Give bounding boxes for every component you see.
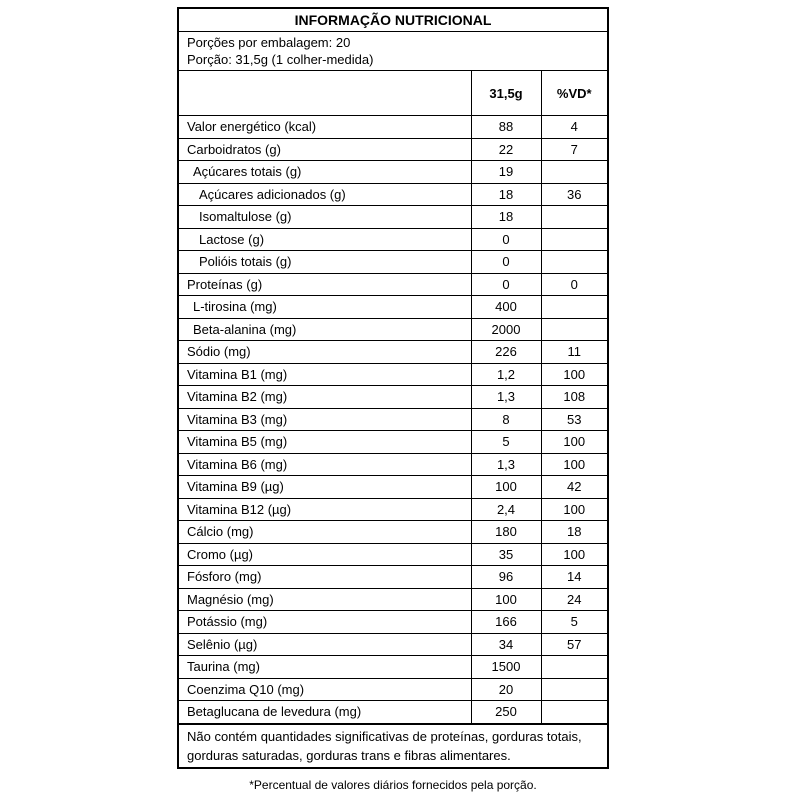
nutrient-value: 1,2 bbox=[471, 363, 541, 386]
table-row bbox=[179, 138, 607, 161]
nutrient-value: 2000 bbox=[471, 318, 541, 341]
table-row bbox=[179, 161, 607, 184]
column-header-row bbox=[179, 71, 607, 116]
nutrient-name: Vitamina B6 (mg) bbox=[179, 453, 471, 476]
nutrient-name: Betaglucana de levedura (mg) bbox=[179, 701, 471, 724]
table-row bbox=[179, 633, 607, 656]
nutrient-name: Vitamina B12 (µg) bbox=[179, 498, 471, 521]
nutrient-dv: 100 bbox=[541, 543, 607, 566]
nutrient-dv: 36 bbox=[541, 183, 607, 206]
table-row bbox=[179, 228, 607, 251]
nutrient-name: Valor energético (kcal) bbox=[179, 116, 471, 139]
nutrient-dv bbox=[541, 318, 607, 341]
nutrient-value: 400 bbox=[471, 296, 541, 319]
table-row bbox=[179, 588, 607, 611]
serving-size: Porção: 31,5g (1 colher-medida) bbox=[187, 52, 374, 67]
servings-per-package: Porções por embalagem: 20 bbox=[187, 35, 351, 50]
nutrient-value: 2,4 bbox=[471, 498, 541, 521]
table-row bbox=[179, 206, 607, 229]
table-row bbox=[179, 476, 607, 499]
nutrient-value: 35 bbox=[471, 543, 541, 566]
nutrient-dv: 100 bbox=[541, 431, 607, 454]
nutrient-name: Vitamina B5 (mg) bbox=[179, 431, 471, 454]
table-row bbox=[179, 701, 607, 724]
nutrient-name: Fósforo (mg) bbox=[179, 566, 471, 589]
nutrient-dv: 100 bbox=[541, 498, 607, 521]
table-row bbox=[179, 116, 607, 139]
nutrient-name: Vitamina B1 (mg) bbox=[179, 363, 471, 386]
nutrient-dv bbox=[541, 206, 607, 229]
nutrient-value: 100 bbox=[471, 588, 541, 611]
dv-footnote: *Percentual de valores diários fornecidos pela porção. bbox=[249, 778, 537, 792]
footer-statement: Não contém quantidades significativas de proteínas, gorduras totais, gorduras saturadas, gorduras trans e fibras alimentares. bbox=[179, 724, 607, 767]
nutrient-dv: 4 bbox=[541, 116, 607, 139]
nutrient-dv: 11 bbox=[541, 341, 607, 364]
table-row bbox=[179, 386, 607, 409]
nutrient-name: Isomaltulose (g) bbox=[179, 206, 471, 229]
table-title: INFORMAÇÃO NUTRICIONAL bbox=[179, 9, 607, 32]
nutrient-value: 96 bbox=[471, 566, 541, 589]
nutrient-name: Lactose (g) bbox=[179, 228, 471, 251]
nutrient-value: 0 bbox=[471, 251, 541, 274]
nutrient-name: Açúcares adicionados (g) bbox=[179, 183, 471, 206]
table-row bbox=[179, 273, 607, 296]
table-row bbox=[179, 611, 607, 634]
serving-info bbox=[179, 32, 607, 71]
nutrient-value: 20 bbox=[471, 678, 541, 701]
table-row bbox=[179, 431, 607, 454]
table-row bbox=[179, 566, 607, 589]
table-row bbox=[179, 341, 607, 364]
nutrient-dv bbox=[541, 678, 607, 701]
table-row bbox=[179, 363, 607, 386]
nutrition-facts-table bbox=[177, 7, 609, 769]
nutrient-dv bbox=[541, 161, 607, 184]
nutrient-value: 1,3 bbox=[471, 386, 541, 409]
nutrient-dv: 5 bbox=[541, 611, 607, 634]
nutrient-value: 180 bbox=[471, 521, 541, 544]
table-row bbox=[179, 408, 607, 431]
nutrient-name: Cálcio (mg) bbox=[179, 521, 471, 544]
nutrient-name: Carboidratos (g) bbox=[179, 138, 471, 161]
nutrient-value: 18 bbox=[471, 206, 541, 229]
nutrient-name: Magnésio (mg) bbox=[179, 588, 471, 611]
nutrient-dv: 53 bbox=[541, 408, 607, 431]
nutrient-name: Proteínas (g) bbox=[179, 273, 471, 296]
table-row bbox=[179, 543, 607, 566]
nutrient-value: 8 bbox=[471, 408, 541, 431]
table-row bbox=[179, 521, 607, 544]
table-row bbox=[179, 296, 607, 319]
nutrient-value: 0 bbox=[471, 273, 541, 296]
nutrient-name: Potássio (mg) bbox=[179, 611, 471, 634]
nutrient-dv: 100 bbox=[541, 453, 607, 476]
header-dv: %VD* bbox=[541, 71, 607, 116]
nutrient-value: 18 bbox=[471, 183, 541, 206]
nutrient-name: L-tirosina (mg) bbox=[179, 296, 471, 319]
nutrient-value: 88 bbox=[471, 116, 541, 139]
nutrient-value: 0 bbox=[471, 228, 541, 251]
nutrient-dv: 18 bbox=[541, 521, 607, 544]
nutrient-value: 100 bbox=[471, 476, 541, 499]
nutrient-value: 1500 bbox=[471, 656, 541, 679]
nutrient-name: Selênio (µg) bbox=[179, 633, 471, 656]
nutrient-dv bbox=[541, 701, 607, 724]
nutrient-name: Vitamina B3 (mg) bbox=[179, 408, 471, 431]
nutrient-value: 166 bbox=[471, 611, 541, 634]
nutrient-value: 19 bbox=[471, 161, 541, 184]
nutrient-value: 250 bbox=[471, 701, 541, 724]
nutrient-dv: 14 bbox=[541, 566, 607, 589]
table-row bbox=[179, 656, 607, 679]
nutrient-dv: 42 bbox=[541, 476, 607, 499]
table-row bbox=[179, 498, 607, 521]
nutrient-name: Vitamina B9 (µg) bbox=[179, 476, 471, 499]
table-row bbox=[179, 183, 607, 206]
nutrient-value: 22 bbox=[471, 138, 541, 161]
nutrient-dv: 108 bbox=[541, 386, 607, 409]
nutrient-dv: 0 bbox=[541, 273, 607, 296]
nutrient-name: Coenzima Q10 (mg) bbox=[179, 678, 471, 701]
nutrient-table bbox=[179, 71, 607, 724]
nutrient-dv bbox=[541, 251, 607, 274]
nutrient-name: Vitamina B2 (mg) bbox=[179, 386, 471, 409]
nutrient-dv: 24 bbox=[541, 588, 607, 611]
nutrient-name: Açúcares totais (g) bbox=[179, 161, 471, 184]
header-blank-cell bbox=[179, 71, 471, 116]
nutrient-name: Polióis totais (g) bbox=[179, 251, 471, 274]
table-row bbox=[179, 453, 607, 476]
header-portion: 31,5g bbox=[471, 71, 541, 116]
nutrient-dv bbox=[541, 296, 607, 319]
nutrient-dv bbox=[541, 656, 607, 679]
nutrient-value: 1,3 bbox=[471, 453, 541, 476]
nutrient-value: 226 bbox=[471, 341, 541, 364]
table-row bbox=[179, 678, 607, 701]
nutrient-dv bbox=[541, 228, 607, 251]
nutrient-dv: 100 bbox=[541, 363, 607, 386]
nutrient-value: 34 bbox=[471, 633, 541, 656]
nutrient-name: Taurina (mg) bbox=[179, 656, 471, 679]
nutrient-dv: 7 bbox=[541, 138, 607, 161]
nutrient-value: 5 bbox=[471, 431, 541, 454]
nutrient-name: Beta-alanina (mg) bbox=[179, 318, 471, 341]
nutrient-name: Sódio (mg) bbox=[179, 341, 471, 364]
nutrient-name: Cromo (µg) bbox=[179, 543, 471, 566]
nutrient-dv: 57 bbox=[541, 633, 607, 656]
table-row bbox=[179, 251, 607, 274]
table-row bbox=[179, 318, 607, 341]
